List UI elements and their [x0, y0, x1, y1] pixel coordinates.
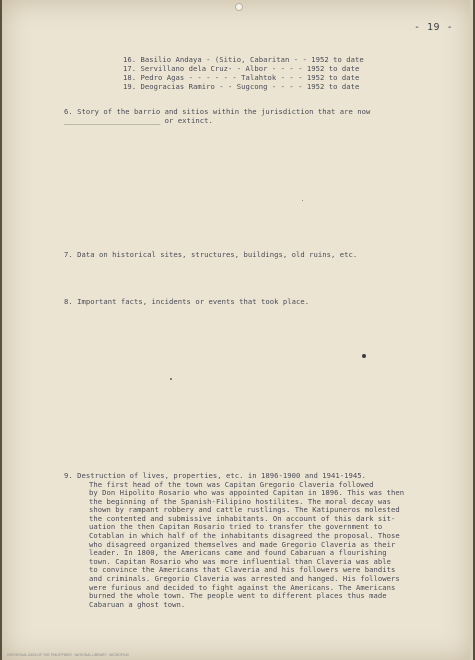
staple-hole — [235, 3, 243, 11]
list-item: 16. Basilio Andaya - (Sitio, Cabaritan - - 1952 to date — [123, 55, 364, 64]
section-6-continuation: ______________________ or extinct. — [64, 116, 213, 125]
narrative-line: were furious and decided to fight against the Americans. The Americans — [89, 582, 396, 592]
narrative-line: who disagreed organized themselves and made Gregorio Claveria as their — [89, 539, 396, 549]
narrative-line: shown by rampant robbery and cattle rustlings. The Katipuneros molested — [89, 505, 400, 515]
section-9-heading: 9. Destruction of lives, properties, etc. in 1896-1900 and 1941-1945. — [64, 471, 367, 480]
narrative-line: by Don Hipolito Rosario who was appointed Capitan in 1896. This was then — [89, 488, 405, 498]
section-8-heading: 8. Important facts, incidents or events that took place. — [64, 297, 310, 306]
narrative-line: The first head of the town was Capitan Gregorio Claveria followed — [89, 479, 374, 489]
list-item: 19. Deogracias Ramiro - - Sugcong - - - - 1952 to date — [123, 81, 360, 91]
page-number: - 19 - — [414, 22, 454, 33]
section-6-heading: 6. Story of the barrio and sitios within the jurisdiction that are now — [64, 107, 371, 116]
section-9-narrative — [89, 481, 404, 610]
document-page — [2, 0, 473, 660]
narrative-line: the contented and submissive inhabitants. On account of this dark sit- — [89, 513, 396, 523]
list-item: 18. Pedro Agas - - - - - - Talahtok - - - 1952 to date — [123, 72, 360, 82]
page-edge — [470, 0, 473, 660]
list-item: 17. Servillano dela Cruz- - Albor - - - - 1952 to date — [123, 63, 360, 73]
paper-speck — [302, 200, 303, 201]
ink-dot — [362, 354, 366, 358]
narrative-line: Cabaruan a ghost town. — [89, 599, 186, 609]
narrative-line: the beginning of the Spanish-Filipino hostilites. The moral decay was — [89, 496, 392, 506]
microfilm-footer: HISTORICAL DATA OF THE PHILIPPINES · NATIONAL LIBRARY · MICROFILM — [7, 653, 129, 657]
narrative-line: burned the whole town. The people went to different places thus made — [89, 591, 387, 601]
narrative-line: town. Capitan Rosario who was more influential than Claveria was able — [89, 556, 392, 566]
narrative-line: uation the then Capitan Rosario tried to transfer the government to — [89, 522, 383, 532]
narrative-line: leader. In 1800, the Americans came and found Cabaruan a flourishing — [89, 548, 387, 558]
paper-speck — [170, 378, 172, 380]
narrative-line: and criminals. Gregorio Claveria was arrested and hanged. His followers — [89, 574, 400, 584]
officials-list — [123, 56, 364, 92]
section-7-heading: 7. Data on historical sites, structures, buildings, old ruins, etc. — [64, 250, 358, 259]
narrative-line: Cotablan in which half of the inhabitants disagreed the proposal. Those — [89, 531, 400, 541]
narrative-line: to convince the Americans that Claveria and his followers were bandits — [89, 565, 396, 575]
